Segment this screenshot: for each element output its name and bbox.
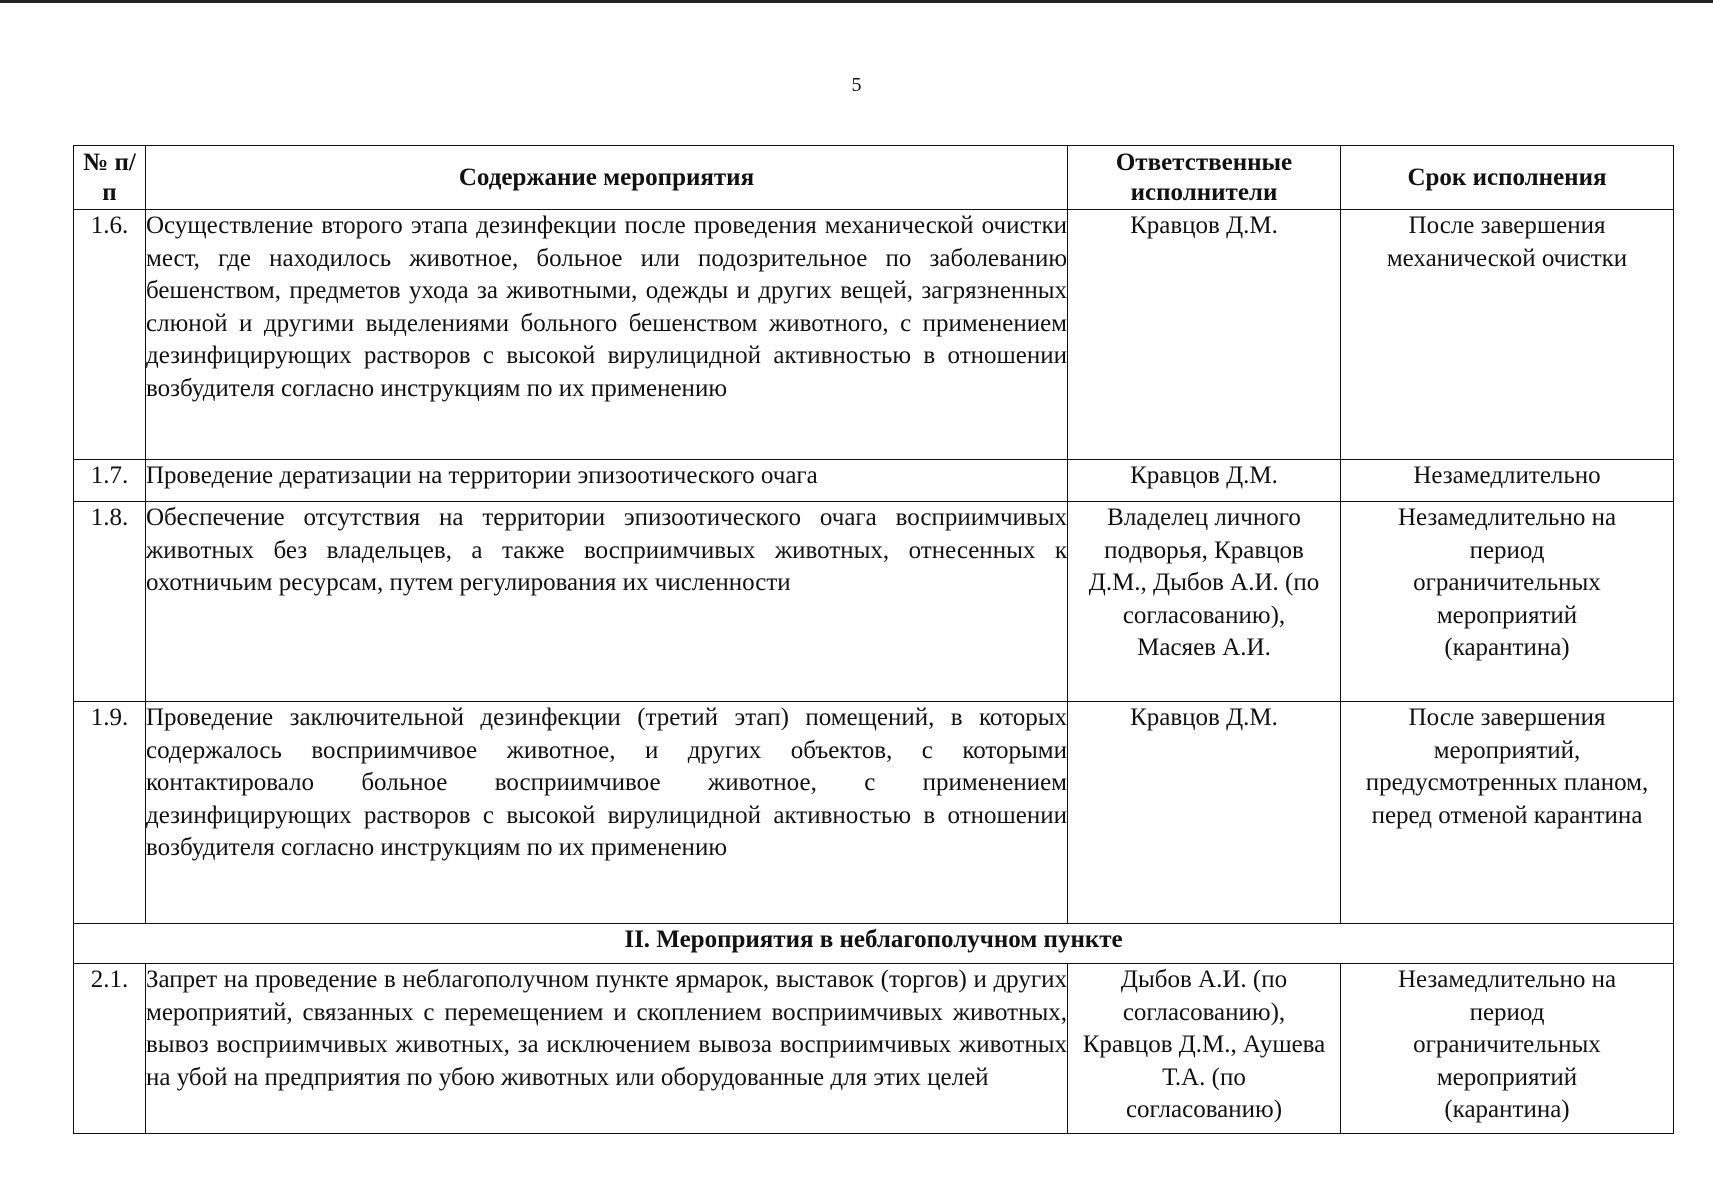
row-term: Незамедлительно <box>1341 460 1674 502</box>
section-title: II. Мероприятия в неблагополучном пункте <box>74 924 1674 964</box>
header-num <box>74 146 146 210</box>
row-responsible <box>1068 964 1341 1134</box>
header-term-label: Срок исполнения <box>1407 163 1607 191</box>
row-content: Запрет на проведение в неблагополучном пункте ярмарок, выставок (торгов) и других мероприятий, связанных с перемещением и скоплением восприимчивых животных, вывоз восприимчивых животных, за исключением вывоза восприимчивых животных на убой на предприятия по убою животных или оборудованные для этих целей <box>146 964 1068 1134</box>
header-responsible-label: Ответственные исполнители <box>1115 148 1293 206</box>
row-term-text: Незамедлительно на период ограничительных мероприятий (карантина) <box>1397 966 1617 1123</box>
row-term <box>1341 964 1674 1134</box>
header-content <box>146 146 1068 210</box>
row-responsible: Кравцов Д.М. <box>1068 210 1341 460</box>
table-header-row <box>74 146 1674 210</box>
row-responsible-text: Дыбов А.И. (по согласованию), Кравцов Д.М., Аушева Т.А. (по согласованию) <box>1082 966 1326 1123</box>
row-num: 1.6. <box>74 210 146 460</box>
header-num-label: № п/п <box>83 148 136 206</box>
table-row <box>74 702 1674 924</box>
row-num: 1.8. <box>74 502 146 702</box>
row-term <box>1341 502 1674 702</box>
row-responsible <box>1068 502 1341 702</box>
header-responsible <box>1068 146 1341 210</box>
row-content: Осуществление второго этапа дезинфекции после проведения механической очистки мест, где находилось животное, больное или подозрительное по заболеванию бешенством, предметов ухода за животными, одежды и других вещей, загрязненных слюной и другими выделениями больного бешенством животного, с применением дезинфицирующих растворов с высокой вирулицидной активностью в отношении возбудителя согласно инструкциям по их применению <box>146 210 1068 460</box>
row-num: 1.7. <box>74 460 146 502</box>
header-content-label: Содержание мероприятия <box>458 163 755 191</box>
table-row <box>74 964 1674 1134</box>
row-term-text: После завершения мероприятий, предусмотренных планом, перед отменой карантина <box>1365 704 1649 829</box>
page-top-border <box>0 0 1713 3</box>
row-num: 2.1. <box>74 964 146 1134</box>
row-content: Проведение заключительной дезинфекции (третий этап) помещений, в которых содержалось восприимчивое животное, и других объектов, с которыми контактировало больное восприимчивое животное, с применением дезинфицирующих растворов с высокой вирулицидной активностью в отношении возбудителя согласно инструкциям по их применению <box>146 702 1068 924</box>
table-row <box>74 502 1674 702</box>
page-number: 5 <box>851 74 862 96</box>
row-term <box>1341 702 1674 924</box>
row-term-text: Незамедлительно на период ограничительных мероприятий (карантина) <box>1397 504 1617 661</box>
row-content: Обеспечение отсутствия на территории эпизоотического очага восприимчивых животных без владельцев, а также восприимчивых животных, отнесенных к охотничьим ресурсам, путем регулирования их численности <box>146 502 1068 702</box>
row-term <box>1341 210 1674 460</box>
row-responsible-text: Владелец личного подворья, Кравцов Д.М., Дыбов А.И. (по согласованию), Масяев А.И. <box>1088 504 1320 661</box>
row-term-text: После завершения механической очистки <box>1386 212 1628 272</box>
row-num: 1.9. <box>74 702 146 924</box>
table-row <box>74 460 1674 502</box>
section-row <box>74 924 1674 964</box>
table-row <box>74 210 1674 460</box>
header-term <box>1341 146 1674 210</box>
row-content: Проведение дератизации на территории эпизоотического очага <box>146 460 1068 502</box>
row-responsible: Кравцов Д.М. <box>1068 702 1341 924</box>
measures-table <box>73 145 1674 1134</box>
row-responsible: Кравцов Д.М. <box>1068 460 1341 502</box>
